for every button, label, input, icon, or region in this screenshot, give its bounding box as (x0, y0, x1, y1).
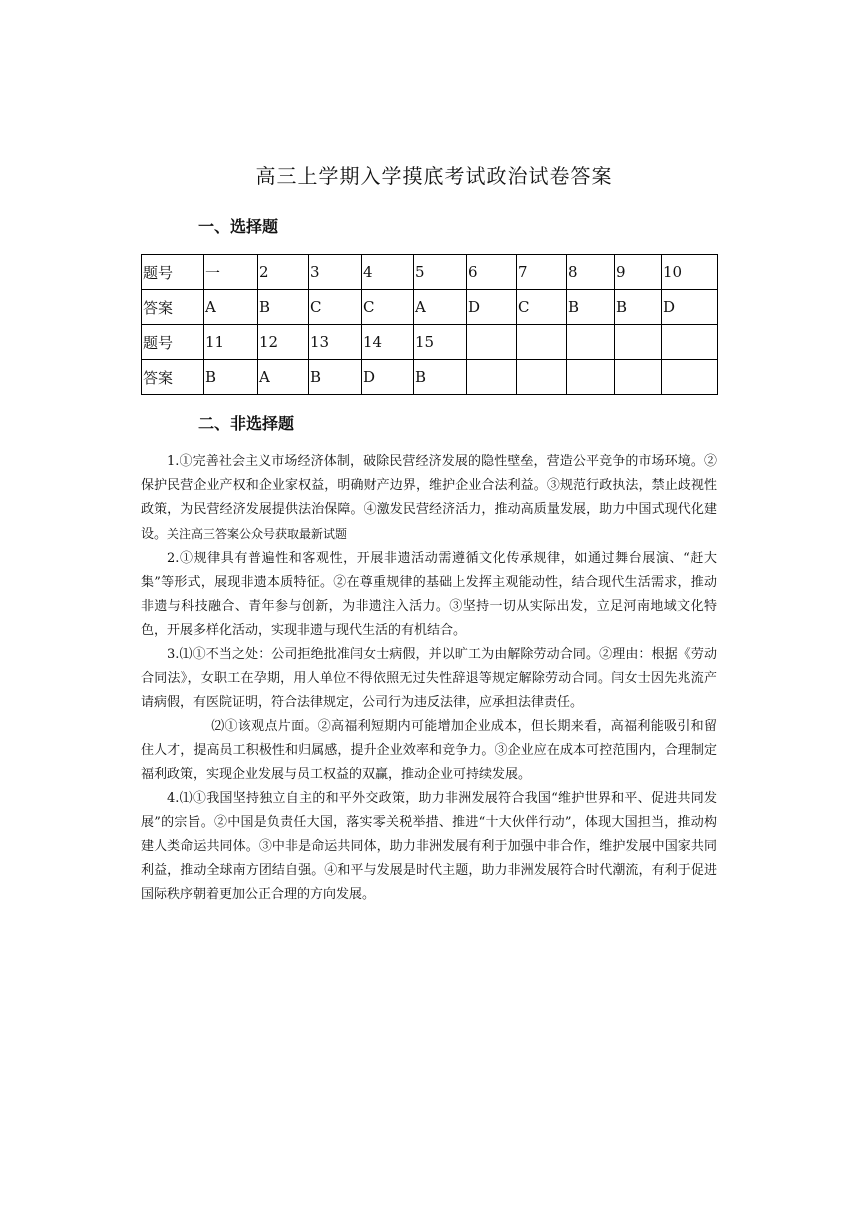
table-cell (662, 360, 718, 395)
answer-paragraph-q4-1: 4.⑴①我国坚持独立自主的和平外交政策，助力非洲发展符合我国“维护世界和平、促进共同发展”的宗旨。②中国是负责任大国，落实零关税举措、推进“十大伙伴行动”，体现大国担当，推动构建人类命运共同体。③中非是命运共同体，助力非洲发展有利于加强中非合作，维护发展中国家共同利益，推动全球南方团结自强。④和平与发展是时代主题，助力非洲发展符合时代潮流，有利于促进国际秩序朝着更加公正合理的方向发展。 (141, 791, 717, 902)
table-row (142, 360, 718, 395)
answer-body (141, 450, 717, 907)
table-cell: A (204, 290, 258, 325)
table-cell: 3 (309, 255, 362, 290)
table-cell: 13 (309, 325, 362, 360)
table-cell: 8 (567, 255, 615, 290)
table-cell: 一 (204, 255, 258, 290)
table-cell: B (414, 360, 467, 395)
table-cell: 11 (204, 325, 258, 360)
table-cell: 9 (615, 255, 662, 290)
table-cell: B (615, 290, 662, 325)
answer-text-q1: 1.①完善社会主义市场经济体制，破除民营经济发展的隐性壁垒，营造公平竞争的市场环境。②保护民营企业产权和企业家权益，明确财产边界，维护企业合法利益。③规范行政执法，禁止歧视性政策，为民营经济发展提供法治保障。④激发民营经济活力，推动高质量发展，助力中国式现代化建设。 (141, 454, 717, 542)
table-row (142, 255, 718, 290)
table-cell (615, 325, 662, 360)
row-header-cell: 题号 (142, 325, 204, 360)
watermark-note: 关注高三答案公众号获取最新试题 (167, 527, 348, 541)
table-cell: D (662, 290, 718, 325)
table-cell (615, 360, 662, 395)
table-cell: C (362, 290, 414, 325)
table-cell: D (467, 290, 517, 325)
table-row (142, 325, 718, 360)
answer-paragraph-q3-2: ⑵①该观点片面。②高福利短期内可能增加企业成本，但长期来看，高福利能吸引和留住人才，提高员工积极性和归属感，提升企业效率和竞争力。③企业应在成本可控范围内，合理制定福利政策，实现企业发展与员工权益的双赢，推动企业可持续发展。 (141, 719, 717, 782)
answer-paragraph-q1 (141, 450, 717, 547)
table-cell: 15 (414, 325, 467, 360)
table-row (142, 290, 718, 325)
table-cell: B (567, 290, 615, 325)
table-cell: C (517, 290, 567, 325)
table-cell: B (309, 360, 362, 395)
table-cell (467, 360, 517, 395)
table-cell (567, 325, 615, 360)
table-cell: 4 (362, 255, 414, 290)
section-heading-multiple-choice: 一、选择题 (198, 217, 279, 236)
table-cell (567, 360, 615, 395)
table-cell: 7 (517, 255, 567, 290)
table-cell: B (204, 360, 258, 395)
table-cell: 2 (258, 255, 309, 290)
answer-table (141, 254, 718, 395)
page-title: 高三上学期入学摸底考试政治试卷答案 (255, 164, 613, 188)
row-header-cell: 题号 (142, 255, 204, 290)
table-cell: D (362, 360, 414, 395)
row-header-cell: 答案 (142, 290, 204, 325)
table-cell: 14 (362, 325, 414, 360)
row-header-cell: 答案 (142, 360, 204, 395)
table-cell: C (309, 290, 362, 325)
table-cell: A (258, 360, 309, 395)
table-cell: 6 (467, 255, 517, 290)
table-cell (517, 360, 567, 395)
table-cell: 12 (258, 325, 309, 360)
table-cell (467, 325, 517, 360)
table-cell: 10 (662, 255, 718, 290)
table-cell (662, 325, 718, 360)
table-cell: 5 (414, 255, 467, 290)
table-cell: B (258, 290, 309, 325)
section-heading-non-choice: 二、非选择题 (198, 414, 295, 433)
table-cell: A (414, 290, 467, 325)
answer-paragraph-q3-1: 3.⑴①不当之处：公司拒绝批准闫女士病假，并以旷工为由解除劳动合同。②理由：根据《劳动合同法》，女职工在孕期，用人单位不得依照无过失性辞退等规定解除劳动合同。闫女士因先兆流产请病假，有医院证明，符合法律规定，公司行为违反法律，应承担法律责任。 (141, 647, 717, 710)
answer-paragraph-q2: 2.①规律具有普遍性和客观性，开展非遗活动需遵循文化传承规律，如通过舞台展演、“赶大集”等形式，展现非遗本质特征。②在尊重规律的基础上发挥主观能动性，结合现代生活需求，推动非遗与科技融合、青年参与创新，为非遗注入活力。③坚持一切从实际出发，立足河南地域文化特色，开展多样化活动，实现非遗与现代生活的有机结合。 (141, 551, 717, 638)
table-cell (517, 325, 567, 360)
